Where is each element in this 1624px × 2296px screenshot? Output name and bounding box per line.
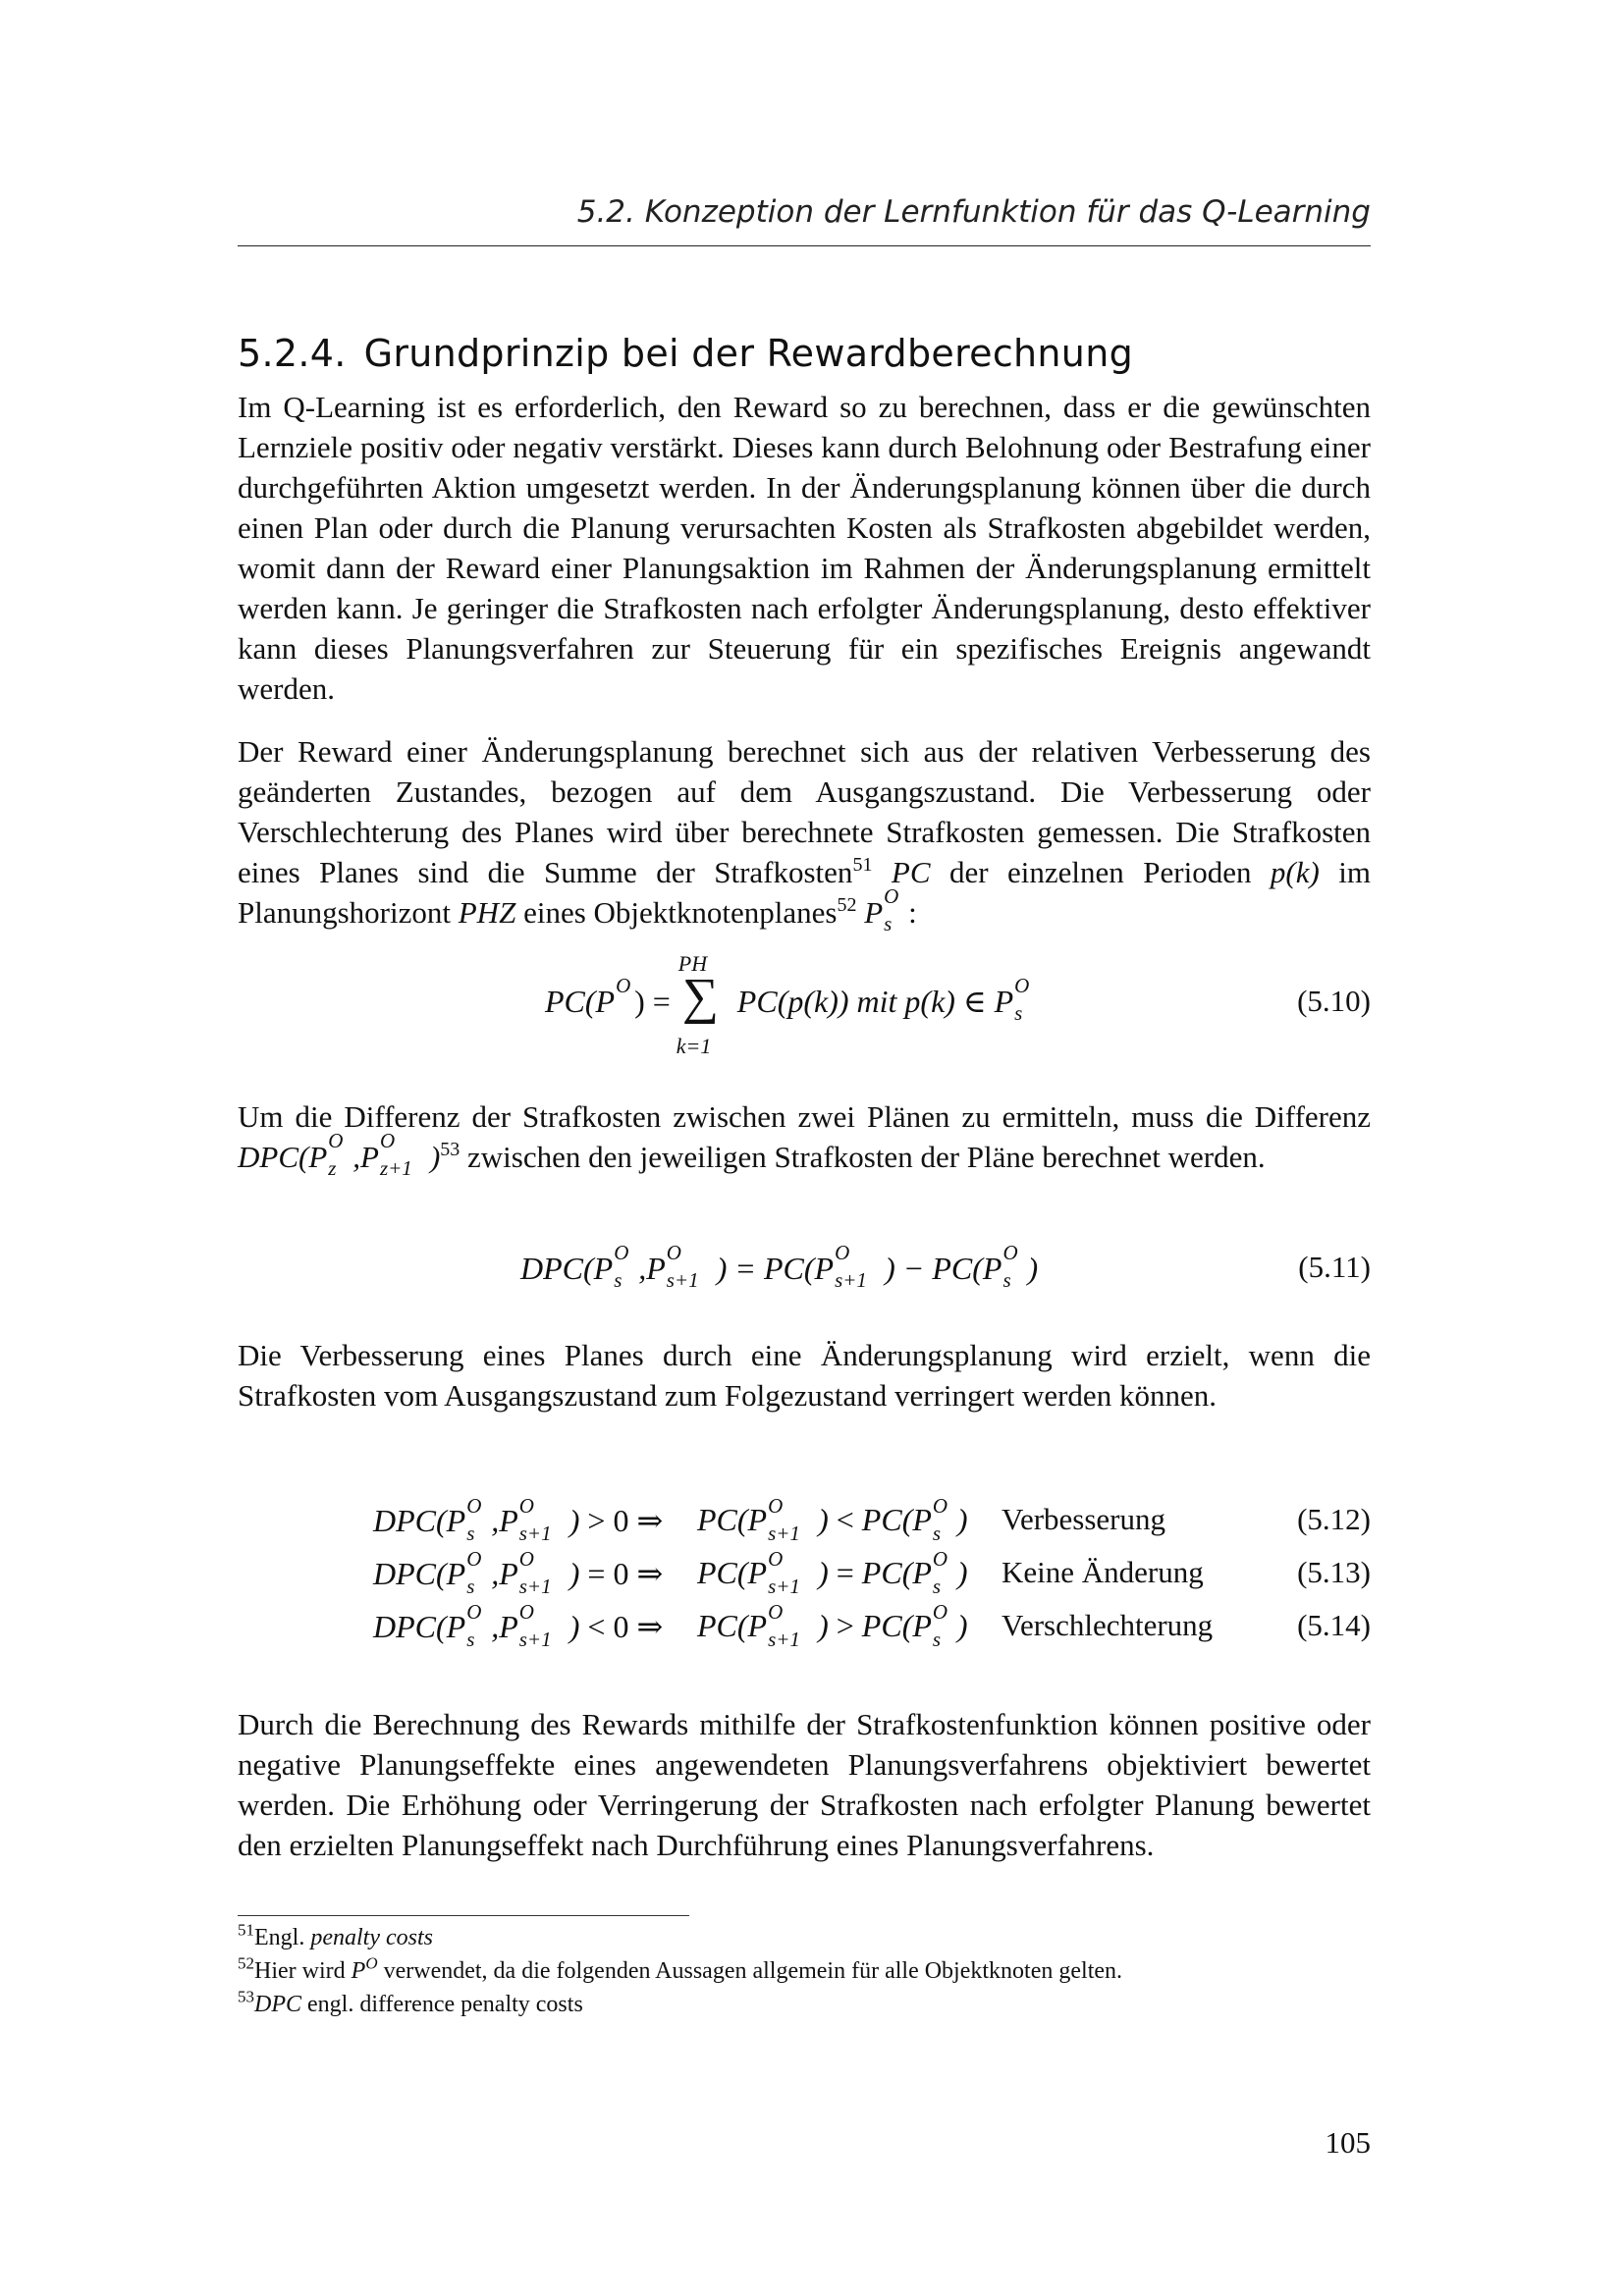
condition-label: Verbesserung [1001, 1502, 1166, 1536]
cond-close: ) [818, 1555, 829, 1590]
footnote-52-sup: O [365, 1953, 378, 1973]
cond-pc: PC(P [861, 1502, 932, 1537]
condition-rhs [697, 1494, 968, 1545]
p3-text-b: zwischen den jeweiligen Strafkosten der Pläne berechnet werden. [460, 1140, 1266, 1174]
footnote-53-text: engl. difference penalty costs [301, 1992, 583, 2017]
equation-number-5-10: (5.10) [1297, 984, 1371, 1018]
paragraph-4: Die Verbesserung eines Planes durch eine Änderungsplanung wird erzielt, wenn die Strafkosten vom Ausgangszustand zum Folgezustand verringert werden können. [238, 1338, 1371, 1413]
p3-sup-o-1: O [328, 1129, 344, 1152]
cond-dpc: DPC(P [373, 1503, 466, 1538]
condition-label: Keine Änderung [1001, 1555, 1204, 1589]
page-number: 105 [1325, 2125, 1371, 2160]
section-heading [238, 332, 1133, 375]
footnote-ref-52: 52 [837, 894, 857, 916]
running-head: 5.2. Konzeption der Lernfunktion für das Q-Learning [576, 194, 1371, 230]
cond-dpc: DPC(P [373, 1609, 466, 1644]
eq511-c: ) = PC(P [716, 1251, 835, 1286]
eq510-body-sub: s [1014, 1001, 1023, 1025]
cond-pc: PC(P [697, 1555, 768, 1590]
footnote-51-italic: penalty costs [310, 1925, 433, 1950]
eq511-e: ) [1027, 1251, 1039, 1286]
summation [676, 951, 730, 1058]
p2-text-b: der einzelnen Perioden [930, 855, 1271, 889]
footnote-51-text: Engl. [254, 1925, 311, 1950]
cond-comma: ,P [491, 1503, 518, 1538]
eq510-body: PC(p(k)) mit p(k) ∈ P [736, 984, 1014, 1019]
condition-row [373, 1494, 1371, 1545]
eq510-lhs: PC(P [545, 984, 616, 1019]
eq511-sub-2: s+1 [666, 1268, 699, 1292]
cond-close: ) [568, 1556, 580, 1591]
cond-sup: O [768, 1547, 784, 1571]
cond-sub: s [932, 1628, 942, 1651]
cond-comma: ,P [491, 1609, 518, 1644]
cond-sub: s [466, 1628, 475, 1651]
sum-sign: ∑ [681, 969, 719, 1025]
header-rule [238, 245, 1371, 246]
cond-sup: O [518, 1494, 534, 1518]
cond-sup: O [932, 1547, 948, 1571]
condition-lhs [373, 1600, 664, 1651]
equation-5-11 [520, 1241, 1039, 1292]
eq511-sub-3: s+1 [835, 1268, 867, 1292]
condition-compare: = [836, 1555, 854, 1590]
cond-dpc: DPC(P [373, 1556, 466, 1591]
condition-rhs [697, 1600, 968, 1651]
cond-sub: s+1 [518, 1575, 552, 1598]
p3-dpc: DPC(P [238, 1140, 328, 1174]
footnote-51-mark: 51 [238, 1920, 254, 1940]
eq510-body-sup: O [1014, 974, 1030, 997]
cond-sub: s+1 [518, 1628, 552, 1651]
condition-compare: > [836, 1608, 854, 1643]
sum-lower: k=1 [676, 1034, 712, 1058]
footnote-52 [238, 1953, 1123, 1986]
cond-sub: s [466, 1522, 475, 1545]
math-sup-o: O [884, 884, 899, 908]
cond-sup: O [518, 1600, 534, 1624]
cond-sup: O [932, 1600, 948, 1624]
p2-text-d: eines Objektknotenplanes [515, 895, 838, 930]
paragraph-3 [238, 1096, 1371, 1180]
cond-pc: PC(P [697, 1502, 768, 1537]
paragraph-2 [238, 731, 1371, 933]
paragraph-1: Im Q-Learning ist es erforderlich, den Reward so zu berechnen, dass er die gewünschten Lernziele positiv oder negativ verstärkt. Dieses kann durch Belohnung oder Bestrafung einer durchgeführten Aktion umgesetzt werden. In der Änderungsplanung können über die durch einen Plan oder durch die Planung verursachten Kosten als Strafkosten abgebildet werden, womit dann der Reward einer Planungsaktion im Rahmen der Änderungsplanung ermittelt werden kann. Je geringer die Strafkosten nach erfolgter Änderungsplanung, desto effektiver kann dieses Planungsverfahren zur Steuerung für ein spezifisches Ereignis angewandt werden. [238, 390, 1371, 706]
footnote-53-italic: DPC [254, 1992, 301, 2017]
condition-lhs [373, 1547, 664, 1598]
sum-upper: PH [677, 951, 708, 976]
math-p: P [864, 895, 884, 930]
cond-sup: O [466, 1547, 482, 1571]
cond-close: ) [956, 1502, 968, 1537]
cond-close: ) [568, 1503, 580, 1538]
cond-sup: O [518, 1547, 534, 1571]
math-pc: PC [891, 855, 931, 889]
condition-compare: < [836, 1502, 854, 1537]
cond-comma: ,P [491, 1556, 518, 1591]
cond-sub: s+1 [768, 1628, 800, 1651]
equation-5-10 [545, 951, 1039, 1058]
footnote-53-mark: 53 [238, 1987, 254, 2006]
eq511-sup-3: O [835, 1241, 850, 1264]
p2-text-a: Der Reward einer Änderungsplanung berechnet sich aus der relativen Verbesserung des geänderten Zustandes, bezogen auf dem Ausgangszustand. Die Verbesserung oder Verschlechterung des Planes wird über berechnete Strafkosten gemessen. Die Strafkosten eines Planes sind die Summe der Strafkosten [238, 734, 1371, 889]
eq510-lhs-sup: O [616, 974, 631, 997]
math-pk: p(k) [1270, 855, 1320, 889]
footnote-52-text-a: Hier wird [254, 1958, 352, 1984]
cond-sub: s [932, 1575, 942, 1598]
eq511-sub-1: s [614, 1268, 623, 1292]
eq511-b: ,P [638, 1251, 666, 1286]
condition-number: (5.12) [1297, 1502, 1371, 1536]
p3-sub-z1: z+1 [379, 1156, 412, 1180]
cond-pc: PC(P [861, 1555, 932, 1590]
footnote-ref-51: 51 [852, 854, 873, 876]
condition-number: (5.14) [1297, 1608, 1371, 1642]
eq511-sup-2: O [666, 1241, 681, 1264]
cond-pc: PC(P [697, 1608, 768, 1643]
cond-sup: O [932, 1494, 948, 1518]
eq511-d: ) − PC(P [885, 1251, 1002, 1286]
cond-sub: s+1 [768, 1522, 800, 1545]
footnote-53 [238, 1987, 583, 2019]
p3-close: ) [429, 1140, 441, 1174]
eq511-sup-1: O [614, 1241, 629, 1264]
math-sub-s: s [884, 912, 893, 935]
condition-relation: < 0 ⇒ [587, 1609, 664, 1644]
cond-sup: O [768, 1600, 784, 1624]
math-phz: PHZ [458, 895, 516, 930]
cond-close: ) [818, 1608, 829, 1643]
cond-sup: O [768, 1494, 784, 1518]
cond-sub: s+1 [768, 1575, 800, 1598]
condition-label: Verschlechterung [1001, 1608, 1214, 1642]
footnote-52-text-b: verwendet, da die folgenden Aussagen allgemein für alle Objektknoten gelten. [377, 1958, 1123, 1984]
cond-pc: PC(P [861, 1608, 932, 1643]
cond-close: ) [568, 1609, 580, 1644]
condition-number: (5.13) [1297, 1555, 1371, 1589]
cond-sub: s [932, 1522, 942, 1545]
p3-text-a: Um die Differenz der Strafkosten zwischen zwei Plänen zu ermitteln, muss die Differenz [238, 1099, 1371, 1134]
cond-sup: O [466, 1600, 482, 1624]
p3-sub-z: z [328, 1156, 337, 1180]
p3-comma-p: ,P [352, 1140, 379, 1174]
footnote-52-italic: P [351, 1958, 366, 1984]
cond-sub: s+1 [518, 1522, 552, 1545]
eq511-sup-4: O [1002, 1241, 1018, 1264]
p2-text-c: im Planungshorizont [238, 855, 1371, 930]
footnote-51 [238, 1920, 433, 1952]
eq511-sub-4: s [1002, 1268, 1011, 1292]
eq511-a: DPC(P [520, 1251, 614, 1286]
condition-row [373, 1547, 1371, 1598]
cond-close: ) [956, 1555, 968, 1590]
footnote-52-mark: 52 [238, 1953, 254, 1973]
condition-relation: = 0 ⇒ [587, 1556, 664, 1591]
cond-sub: s [466, 1575, 475, 1598]
cond-close: ) [818, 1502, 829, 1537]
footnote-rule [238, 1915, 689, 1916]
equation-number-5-11: (5.11) [1298, 1250, 1371, 1284]
section-title: Grundprinzip bei der Rewardberechnung [363, 331, 1133, 375]
cond-close: ) [956, 1608, 968, 1643]
condition-row [373, 1600, 1371, 1651]
paragraph-5: Durch die Berechnung des Rewards mithilfe der Strafkostenfunktion können positive oder negative Planungseffekte eines angewendeten Planungsverfahrens objektiviert bewertet werden. Die Erhöhung oder Verringerung der Strafkosten nach erfolgter Planung bewertet den erzielten Planungseffekt nach Durchführung eines Planungsverfahrens. [238, 1707, 1371, 1862]
p2-text-e: : [908, 895, 917, 930]
condition-rhs [697, 1547, 968, 1598]
condition-relation: > 0 ⇒ [587, 1503, 664, 1538]
p3-sup-o-2: O [379, 1129, 396, 1152]
eq510-lhs-close: ) = [634, 984, 671, 1019]
section-number: 5.2.4. [238, 331, 347, 375]
footnote-ref-53: 53 [440, 1139, 460, 1160]
condition-lhs [373, 1494, 664, 1545]
cond-sup: O [466, 1494, 482, 1518]
